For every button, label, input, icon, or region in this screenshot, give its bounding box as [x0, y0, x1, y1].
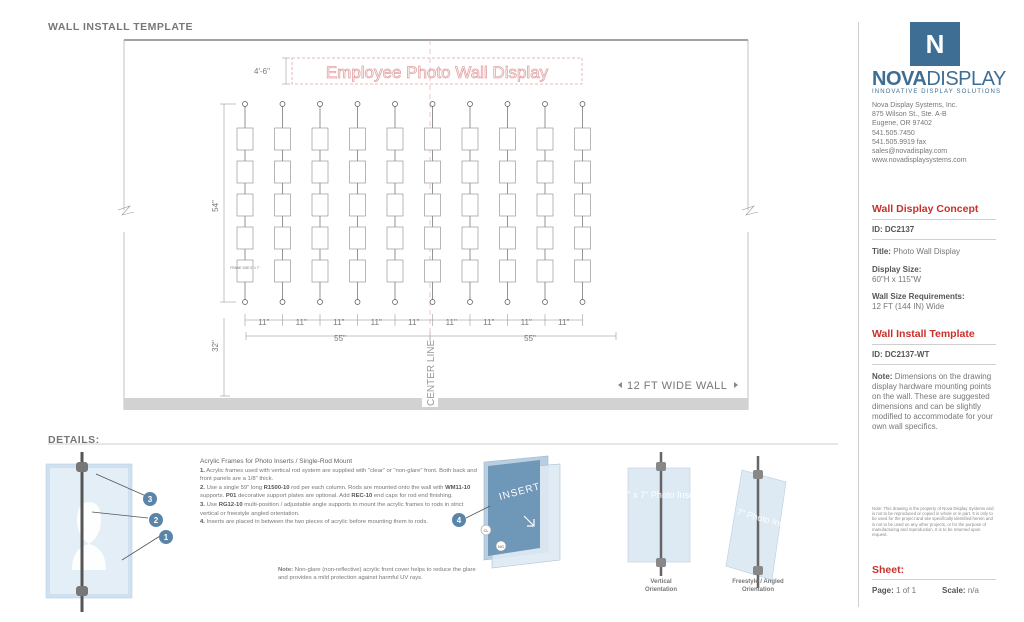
- acrylic-frame: [462, 227, 478, 249]
- details-label: DETAILS:: [48, 434, 100, 446]
- frame-size-label: FRAME SIZE 5" x 7": [230, 266, 260, 270]
- acrylic-frame: [575, 260, 591, 282]
- bottom-support: [280, 300, 285, 305]
- acrylic-frame: [425, 161, 441, 183]
- acrylic-frame: [350, 194, 366, 216]
- spacing-label: 11": [558, 318, 570, 327]
- top-support: [393, 102, 398, 107]
- legal-fine-print: Note: This drawing is the property of Nova Display Systems and is not to be reproduced or copied in whole or in part. It is only to be used for the project and site specifically identified herein and is not to be used on any other projects, or for the purpose of manufacturing and reproduction. It is to be returned upon request.: [872, 506, 994, 538]
- acrylic-frame: [237, 161, 253, 183]
- acrylic-frame: [425, 128, 441, 150]
- spacing-label: 11": [333, 318, 345, 327]
- detail-item-4: 4. Inserts are placed in between the two pieces of acrylic before mounting them to rods.: [200, 519, 428, 526]
- acrylic-frame: [500, 194, 516, 216]
- rod-column: [537, 102, 553, 305]
- detail-item-1: 1. Acrylic frames used with vertical rod system are supplied with "clear" or "non-glare" front. Both back and front panels are a 1/8" thick.: [200, 467, 477, 483]
- acrylic-frame: [387, 227, 403, 249]
- spacing-label: 11": [295, 318, 307, 327]
- spacing-label: 11": [483, 318, 495, 327]
- bottom-support: [355, 300, 360, 305]
- banner-height-label: 4'-6": [254, 67, 270, 76]
- acrylic-frame: [537, 161, 553, 183]
- spacing-label: 11": [408, 318, 420, 327]
- top-support: [505, 102, 510, 107]
- half-width-left: 55": [334, 334, 346, 343]
- acrylic-frame: [237, 194, 253, 216]
- page-title: WALL INSTALL TEMPLATE: [48, 21, 194, 33]
- top-support: [243, 102, 248, 107]
- acrylic-frame: [312, 260, 328, 282]
- bottom-support: [243, 300, 248, 305]
- details-heading: Acrylic Frames for Photo Inserts / Single-Rod Mount: [200, 458, 353, 465]
- concept-heading: Wall Display Concept: [872, 203, 979, 215]
- top-support: [318, 102, 323, 107]
- svg-text:CL: CL: [483, 528, 489, 533]
- acrylic-frame: [275, 194, 291, 216]
- spacing-label: 11": [520, 318, 532, 327]
- rod-column: [575, 102, 591, 305]
- bottom-support: [580, 300, 585, 305]
- detail-item-3: 3. Use RG12-10 multi-position / adjustable angle supports to mount the acrylic frames to rods in strict vertical or freestyle angled orientation.: [200, 501, 464, 517]
- sidebar-divider: [858, 22, 859, 607]
- half-width-right: 55": [524, 334, 536, 343]
- acrylic-frame: [575, 161, 591, 183]
- acrylic-frame: [237, 128, 253, 150]
- floor-height-label: 32": [211, 340, 220, 352]
- acrylic-frame: [237, 227, 253, 249]
- vertical-caption: Vertical Orientation: [644, 579, 677, 593]
- acrylic-frame: [387, 194, 403, 216]
- brand-tagline: INNOVATIVE DISPLAY SOLUTIONS: [872, 89, 1002, 95]
- acrylic-frame: [462, 260, 478, 282]
- acrylic-frame: [537, 128, 553, 150]
- acrylic-frame: [537, 260, 553, 282]
- acrylic-frame: [462, 128, 478, 150]
- bottom-support: [393, 300, 398, 305]
- template-heading: Wall Install Template: [872, 328, 975, 340]
- arrow-left-icon: [618, 382, 622, 388]
- svg-text:2: 2: [153, 516, 159, 525]
- acrylic-frame: [425, 194, 441, 216]
- acrylic-frame: [237, 260, 253, 282]
- details-text: [200, 458, 480, 527]
- acrylic-frame: [350, 227, 366, 249]
- title-block-sidebar: [858, 0, 1024, 622]
- acrylic-frame: [275, 260, 291, 282]
- company-address: Nova Display Systems, Inc. 875 Wilson St., Ste. A-B Eugene, OR 97402 541.505.7450 541.505.9919 fax sales@novadisplay.com www.novadisplaysystems.com: [872, 102, 967, 165]
- top-support: [430, 102, 435, 107]
- center-line-label: [422, 340, 438, 407]
- bottom-support: [543, 300, 548, 305]
- acrylic-frame: [537, 194, 553, 216]
- acrylic-frame: [462, 161, 478, 183]
- bottom-support: [430, 300, 435, 305]
- top-support: [543, 102, 548, 107]
- acrylic-frame: [500, 260, 516, 282]
- rod-column: [275, 102, 291, 305]
- angled-insert-text: 5" x 7" Photo Insert: [718, 502, 796, 532]
- acrylic-frame: [312, 227, 328, 249]
- nova-logo-icon: N: [910, 22, 960, 66]
- acrylic-frame: [387, 128, 403, 150]
- top-support: [580, 102, 585, 107]
- acrylic-frame: [350, 161, 366, 183]
- acrylic-frame: [275, 161, 291, 183]
- rod-column: [230, 102, 259, 305]
- acrylic-frame: [575, 194, 591, 216]
- spacing-label: 11": [445, 318, 457, 327]
- rod-columns: [230, 102, 590, 305]
- acrylic-frame: [425, 260, 441, 282]
- vertical-insert-text: 5" x 7" Photo Insert: [622, 490, 700, 500]
- acrylic-frame: [537, 227, 553, 249]
- svg-text:1: 1: [163, 533, 169, 542]
- bottom-support: [318, 300, 323, 305]
- acrylic-frame: [312, 161, 328, 183]
- acrylic-frame: [500, 161, 516, 183]
- rod-column: [462, 102, 478, 305]
- svg-text:3: 3: [147, 495, 153, 504]
- spacing-dimensions: [245, 314, 583, 327]
- sidebar-note: Note: Dimensions on the drawing display hardware mounting points on the wall. These are suggested dimensions and can be slightly modified to accommodate for your own wall specifics.: [872, 372, 993, 431]
- rod-column: [312, 102, 328, 305]
- wall-width-label: 12 FT WIDE WALL: [627, 380, 728, 392]
- mounted-frame-illustration: [46, 452, 173, 612]
- acrylic-frame: [275, 128, 291, 150]
- spacing-label: 11": [258, 318, 270, 327]
- acrylic-frame: [387, 161, 403, 183]
- acrylic-frame: [387, 260, 403, 282]
- top-support: [468, 102, 473, 107]
- sheet-heading: Sheet:: [872, 564, 905, 576]
- top-support: [355, 102, 360, 107]
- center-line-text: CENTER LINE: [426, 339, 437, 406]
- acrylic-frame: [425, 227, 441, 249]
- acrylic-frame: [462, 194, 478, 216]
- acrylic-frame: [312, 128, 328, 150]
- banner-text: Employee Photo Wall Display: [325, 63, 549, 82]
- acrylic-frame: [350, 128, 366, 150]
- template-id: ID: DC2137-WT: [872, 350, 930, 359]
- details-note: Note: Non-glare (non-reflective) acrylic front cover helps to reduce the glare and provides a mild protection against harmful UV rays.: [278, 567, 476, 581]
- spacing-label: 11": [370, 318, 382, 327]
- rod-column: [387, 102, 403, 305]
- acrylic-frame: [500, 227, 516, 249]
- acrylic-frame: [500, 128, 516, 150]
- rod-column: [350, 102, 366, 305]
- rod-height-label: 54": [211, 200, 220, 212]
- rod-column: [500, 102, 516, 305]
- svg-text:4: 4: [456, 516, 462, 525]
- insert-label: INSERT: [497, 481, 542, 503]
- top-support: [280, 102, 285, 107]
- angled-orientation-illustration: [718, 456, 795, 588]
- display-size: Display Size: 60"H x 115"W: [872, 265, 922, 284]
- acrylic-frame: [350, 260, 366, 282]
- acrylic-frame: [575, 227, 591, 249]
- page-number: Page: 1 of 1: [872, 586, 917, 595]
- concept-id: ID: DC2137: [872, 225, 915, 234]
- bottom-support: [468, 300, 473, 305]
- bottom-support: [505, 300, 510, 305]
- angled-caption: Freestyle / Angled Orientation: [732, 579, 784, 593]
- svg-text:NG: NG: [498, 544, 504, 549]
- detail-item-2: 2. Use a single 59" long R1500-10 rod per each column. Rods are mounted onto the wall with WM11-10 supports. P01 decorative support plates are optional. Add REC-10 end caps for rod end finishing.: [200, 484, 471, 500]
- vertical-orientation-illustration: [623, 452, 700, 576]
- acrylic-frame: [312, 194, 328, 216]
- acrylic-frame: [575, 128, 591, 150]
- scale-value: Scale: n/a: [942, 586, 979, 595]
- rod-column: [425, 102, 441, 305]
- brand-name: NOVADISPLAY: [872, 68, 1006, 90]
- concept-title: Title: Photo Wall Display: [872, 247, 961, 256]
- wall-size-requirements: Wall Size Requirements: 12 FT (144 IN) Wide: [872, 292, 965, 311]
- arrow-right-icon: [734, 382, 738, 388]
- acrylic-frame: [275, 227, 291, 249]
